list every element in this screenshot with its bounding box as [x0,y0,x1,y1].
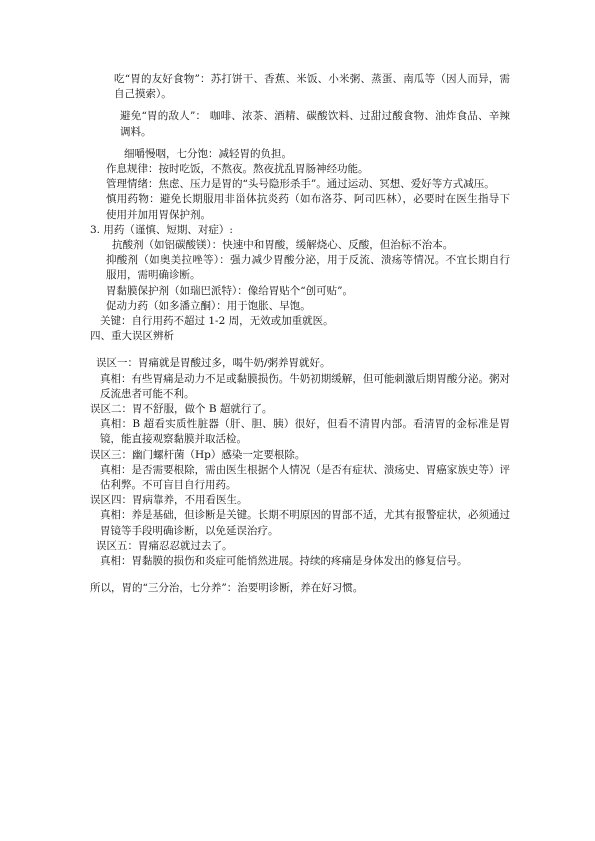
drug-antacid: 抗酸剂（如铝碳酸镁）：快速中和胃酸，缓解烧心、反酸，但治标不治本。 [112,239,454,252]
truth-5: 真相：胃黏膜的损伤和炎症可能悄然进展。持续的疼痛是身体发出的修复信号。 [100,555,468,568]
truth-2: 真相：B 超看实质性脏器（肝、胆、胰）很好，但看不清胃内部。看清胃的金标准是胃镜，能直接观察黏膜并取活检。 [100,418,510,446]
lifestyle-routine: 作息规律：按时吃饭，不熬夜。熬夜扰乱胃肠神经功能。 [106,163,369,176]
lifestyle-emotion: 管理情绪：焦虑、压力是胃的“头号隐形杀手”。通过运动、冥想、爱好等方式减压。 [106,178,495,191]
myth-4: 误区四：胃病靠养，不用看医生。 [90,494,248,507]
drugs-heading: 3. 用药（谨慎、短期、对症）: [90,223,233,236]
myth-1: 误区一：胃痛就是胃酸过多，喝牛奶/粥养胃就好。 [96,357,331,370]
myth-2: 误区二：胃不舒服，做个 B 超就行了。 [90,403,273,416]
diet-avoid-foods: 避免“胃的敌人”： 咖啡、浓茶、酒精、碳酸饮料、过甜过酸食物、油炸食品、辛辣调料。 [120,110,510,138]
drug-prokinetic: 促动力药（如多潘立酮）：用于饱胀、早饱。 [106,299,311,312]
lifestyle-medication: 慎用药物：避免长期服用非甾体抗炎药（如布洛芬、阿司匹林），必要时在医生指导下使用并加用胃保护剂。 [106,193,510,221]
truth-4: 真相：养是基础，但诊断是关键。长期不明原因的胃部不适，尤其有报警症状，必须通过胃镜等手段明确诊断，以免延误治疗。 [100,509,510,537]
drug-acid-suppressant: 抑酸剂（如奥美拉唑等）：强力减少胃酸分泌，用于反流、溃疡等情况。不宜长期自行服用，需明确诊断。 [106,254,510,282]
drug-mucosal-protector: 胃黏膜保护剂（如瑞巴派特）：像给胃贴个“创可贴”。 [106,284,353,297]
conclusion: 所以，胃的“三分治，七分养”：治要明诊断，养在好习惯。 [90,582,364,595]
drug-key-note: 关键：自行用药不超过 1-2 周，无效或加重就医。 [100,315,334,328]
truth-1: 真相：有些胃痛是动力不足或黏膜损伤。牛奶初期缓解，但可能刺激后期胃酸分泌。粥对反流患者可能不利。 [100,372,510,400]
diet-chewing: 细嚼慢咽，七分饱：减轻胃的负担。 [124,147,292,160]
myths-heading: 四、重大误区辨析 [90,330,174,343]
myth-3: 误区三：幽门螺杆菌（Hp）感染一定要根除。 [90,448,306,461]
truth-3: 真相：是否需要根除，需由医生根据个人情况（是否有症状、溃疡史、胃癌家族史等）评估利弊。不可盲目自行用药。 [100,463,510,492]
myth-5: 误区五：胃痛忍忍就过去了。 [96,539,233,552]
diet-friendly-foods: 吃“胃的友好食物”：苏打饼干、香蕉、米饭、小米粥、蒸蛋、南瓜等（因人而异，需自己摸索）。 [114,73,510,101]
document-page [90,72,510,597]
